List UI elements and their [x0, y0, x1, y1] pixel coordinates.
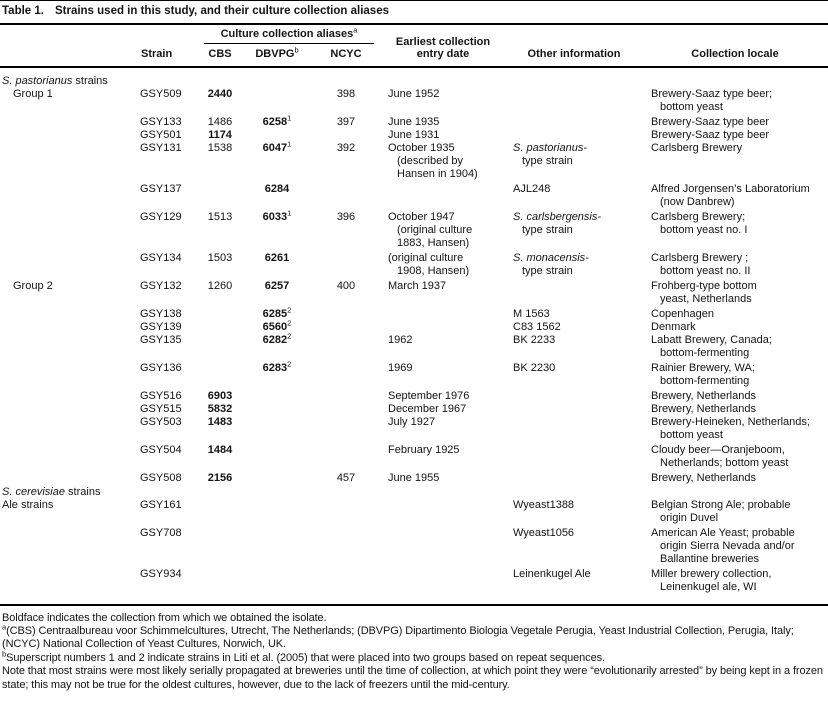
strain-cell: GSY508	[140, 471, 182, 484]
entry-date-cell	[380, 280, 506, 293]
group-cell	[0, 280, 138, 293]
aliases-subheaders	[198, 44, 380, 61]
cell-line: 1883, Hansen)	[397, 236, 470, 249]
strain-cell: GSY133	[140, 115, 182, 128]
cell-line: September 1976	[388, 389, 470, 402]
strain-cell: GSY139	[140, 320, 182, 333]
dbvpg-label: DBVPG	[255, 48, 295, 60]
entry-date-cell	[380, 129, 506, 142]
entry-date-cell	[380, 252, 506, 278]
col-header-collection-locale: Collection locale	[691, 48, 779, 60]
cell-line: (described by	[397, 154, 464, 167]
ncyc-cell: 400	[336, 279, 356, 292]
cell-line: Brewery, Netherlands	[651, 471, 756, 484]
collection-locale-cell	[642, 390, 828, 403]
collection-locale-cell	[642, 211, 828, 237]
cell-line: Brewery-Heineken, Netherlands;	[651, 415, 810, 428]
col-header-dbvpg	[242, 45, 312, 61]
cell-line: Wyeast1388	[513, 498, 575, 511]
dbvpg-cell: 6047$^1$	[262, 138, 292, 154]
dbvpg-cell: 6258$^1$	[262, 112, 292, 128]
other-information-cell	[506, 499, 642, 512]
collection-locale-cell	[642, 499, 828, 525]
cbs-cell: 1486	[207, 115, 233, 128]
entry-date-line2: entry date	[416, 48, 470, 60]
footnote: Boldface indicates the collection from which we obtained the isolate.	[2, 611, 327, 624]
cell-line: Carlsberg Brewery ;	[651, 251, 749, 264]
col-header-aliases	[198, 25, 380, 43]
cell-line: type strain	[522, 223, 573, 236]
dbvpg-cell: 6257	[264, 279, 290, 292]
cbs-cell: 1538	[207, 141, 233, 154]
cell-line: type strain	[522, 154, 573, 167]
footnote-marker: b	[2, 649, 7, 659]
cell-line: Wyeast1056	[513, 526, 575, 539]
dbvpg-cell: 6283$^2$	[262, 358, 292, 374]
cell-line: type strain	[522, 264, 573, 277]
other-information-cell	[506, 527, 642, 540]
cell-line: February 1925	[388, 443, 460, 456]
cell-line: (original culture	[397, 223, 473, 236]
cbs-cell: 2156	[207, 471, 233, 484]
cell-line: October 1935	[388, 141, 455, 154]
entry-date-cell	[380, 390, 506, 403]
cell-line: M 1563	[513, 307, 550, 320]
strain-cell: GSY509	[140, 87, 182, 100]
group-label: Group 1	[13, 87, 53, 100]
cell-line: Copenhagen	[651, 307, 715, 320]
collection-locale-cell	[642, 527, 828, 566]
cell-line: Cloudy beer—Oranjeboom,	[651, 443, 785, 456]
strain-cell: GSY137	[140, 182, 182, 195]
cbs-cell: 2440	[207, 87, 233, 100]
ncyc-cell: 457	[336, 471, 356, 484]
cell-line: 1962	[388, 333, 413, 346]
strain-cell: GSY132	[140, 279, 182, 292]
group-superscript: 1	[287, 207, 292, 217]
collection-locale-cell	[642, 321, 828, 334]
cell-line: yeast, Netherlands	[660, 292, 752, 305]
table-row	[0, 568, 828, 594]
table-caption	[0, 3, 828, 23]
species-name: S. cerevisiae	[2, 485, 65, 498]
strain-cell: GSY131	[140, 141, 182, 154]
cell-line: bottom-fermenting	[660, 374, 750, 387]
strain-cell: GSY161	[140, 498, 182, 511]
table-row	[0, 280, 828, 306]
cell-line: Alfred Jorgensen’s Laboratorium	[651, 182, 810, 195]
ncyc-cell: 392	[336, 141, 356, 154]
cell-line: bottom-fermenting	[660, 346, 750, 359]
cell-line: Brewery-Saaz type beer	[651, 128, 769, 141]
cell-line: Belgian Strong Ale; probable	[651, 498, 791, 511]
collection-locale-cell	[642, 142, 828, 155]
species-name: S. monacensis-	[513, 251, 589, 264]
cell-line: June 1952	[388, 87, 440, 100]
collection-locale-cell	[642, 308, 828, 321]
collection-locale-cell	[642, 568, 828, 594]
cell-line: June 1931	[388, 128, 440, 141]
cell-line: Hansen in 1904)	[397, 167, 478, 180]
cell-line: C83 1562	[513, 320, 561, 333]
footnote: Note that most strains were most likely serially propagated at breweries until the time of collection, at which point they were “evolutionarily arrested” by being kept in a frozen state; this may not be true for the oldest cultures, however, due to the lack of freezers until the mid-century.	[2, 665, 823, 691]
footnote: $^a$(CBS) Centraalbureau voor Schimmelcultures, Utrecht, The Netherlands; (DBVPG) Dipartimento Biologia Vegetale Perugia, Yeast Industrial Collection, Perugia, Italy; (NCYC) National Collection of Yeast Cultures, Norwich, UK.	[2, 622, 794, 651]
other-information-cell	[506, 142, 642, 168]
aliases-footnote-marker: a	[353, 25, 358, 35]
cell-line: (original culture	[388, 251, 464, 264]
footnotes	[0, 606, 828, 692]
cell-line: June 1935	[388, 115, 440, 128]
entry-date-cell	[380, 416, 506, 429]
dbvpg-footnote-marker: b	[294, 45, 299, 55]
collection-locale-cell	[642, 362, 828, 388]
table-row	[0, 304, 828, 321]
table-row	[0, 472, 828, 485]
cell-line: October 1947	[388, 210, 455, 223]
species-name: S. pastorianus-	[513, 141, 587, 154]
cell-line: BK 2233	[513, 333, 556, 346]
col-header-other-information: Other information	[527, 48, 621, 60]
table-row	[0, 499, 828, 525]
collection-locale-cell	[642, 252, 828, 278]
strain-cell: GSY516	[140, 389, 182, 402]
table-row	[0, 207, 828, 250]
ncyc-cell: 396	[336, 210, 356, 223]
entry-date-cell	[380, 472, 506, 485]
group-superscript: 2	[287, 317, 292, 327]
cbs-cell: 6903	[207, 389, 233, 402]
cell-line: 1908, Hansen)	[397, 264, 470, 277]
strain-cell: GSY501	[140, 128, 182, 141]
cell-line: (now Danbrew)	[660, 195, 735, 208]
table-row	[0, 527, 828, 566]
group-superscript: 2	[287, 330, 292, 340]
entry-date-line1: Earliest collection	[395, 35, 491, 48]
col-header-cbs: CBS	[208, 48, 232, 60]
strain-cell: GSY503	[140, 415, 182, 428]
footnote: $^b$Superscript numbers 1 and 2 indicate strains in Liti et al. (2005) that were placed into two groups based on repeat sequences.	[2, 649, 605, 664]
cell-line: American Ale Yeast; probable	[651, 526, 795, 539]
cell-line	[513, 142, 642, 155]
collection-locale-cell	[642, 183, 828, 209]
cell-line: AJL248	[513, 182, 551, 195]
collection-locale-cell	[642, 116, 828, 129]
cell-line: Carlsberg Brewery	[651, 141, 743, 154]
collection-locale-cell	[642, 129, 828, 142]
strain-cell: GSY136	[140, 361, 182, 374]
strain-cell: GSY134	[140, 251, 182, 264]
cell-line: origin Duvel	[660, 511, 719, 524]
cell-line: bottom yeast	[660, 428, 723, 441]
table-row	[0, 138, 828, 181]
entry-date-cell	[380, 116, 506, 129]
other-information-cell	[506, 362, 642, 375]
cbs-cell: 1513	[207, 210, 233, 223]
cell-line: Denmark	[651, 320, 696, 333]
cell-line: Brewery, Netherlands	[651, 402, 756, 415]
cell-line	[513, 252, 642, 265]
table-row	[0, 330, 828, 360]
other-information-cell	[506, 308, 642, 321]
species-name: S. carlsbergensis-	[513, 210, 602, 223]
collection-locale-cell	[642, 403, 828, 416]
col-header-entry-date	[380, 36, 506, 61]
aliases-header-group	[198, 25, 380, 61]
table-row	[0, 129, 828, 142]
table-row	[0, 252, 828, 278]
group-superscript: 1	[287, 112, 292, 122]
cell-line: bottom yeast no. I	[660, 223, 748, 236]
collection-locale-cell	[642, 416, 828, 442]
col-header-ncyc: NCYC	[330, 48, 362, 60]
cell-line: Carlsberg Brewery;	[651, 210, 746, 223]
cell-line: Leinenkugel ale, WI	[660, 580, 757, 593]
entry-date-cell	[380, 444, 506, 457]
table-row	[0, 317, 828, 334]
strain-cell: GSY138	[140, 307, 182, 320]
group-cell	[0, 499, 138, 512]
dbvpg-cell: 6033$^1$	[262, 207, 292, 223]
group-superscript: 2	[287, 358, 292, 368]
ncyc-cell: 398	[336, 87, 356, 100]
other-information-cell	[506, 252, 642, 278]
cell-line: bottom yeast no. II	[660, 264, 751, 277]
table-number: Table 1.	[2, 5, 44, 17]
cell-line: Frohberg-type bottom	[651, 279, 757, 292]
aliases-label: Culture collection aliases	[220, 28, 354, 40]
cell-line: December 1967	[388, 402, 467, 415]
group-cell	[0, 88, 138, 101]
other-information-cell	[506, 334, 642, 347]
cell-line: Miller brewery collection,	[651, 567, 772, 580]
collection-locale-cell	[642, 334, 828, 360]
cell-line: Ballantine breweries	[660, 552, 760, 565]
group-label: Ale strains	[2, 498, 54, 511]
table-row	[0, 403, 828, 416]
dbvpg-cell: 6560$^2$	[262, 317, 292, 333]
cell-line: March 1937	[388, 279, 447, 292]
cbs-cell: 1503	[207, 251, 233, 264]
cell-line: Netherlands; bottom yeast	[660, 456, 789, 469]
cbs-cell: 1174	[208, 128, 232, 141]
strain-cell: GSY515	[140, 402, 182, 415]
entry-date-cell	[380, 403, 506, 416]
cell-line: June 1955	[388, 471, 440, 484]
other-information-cell	[506, 211, 642, 237]
dbvpg-cell: 6284	[264, 182, 290, 195]
table-title: Strains used in this study, and their culture collection aliases	[54, 5, 389, 17]
cell-line: Brewery-Saaz type beer	[651, 115, 769, 128]
cell-line: Leinenkugel Ale	[513, 567, 591, 580]
group-superscript: 2	[287, 304, 292, 314]
table-row	[0, 88, 828, 114]
cell-line: July 1927	[388, 415, 436, 428]
entry-date-cell	[380, 211, 506, 250]
table-row	[0, 358, 828, 388]
dbvpg-cell: 6285$^2$	[262, 304, 292, 320]
cell-line: Rainier Brewery, WA;	[651, 361, 755, 374]
section-heading: S. pastorianus strains	[2, 74, 108, 87]
other-information-cell	[506, 183, 642, 196]
footnote-marker: a	[2, 622, 7, 632]
other-information-cell	[506, 568, 642, 581]
entry-date-cell	[380, 88, 506, 101]
cell-line: Brewery-Saaz type beer;	[651, 87, 773, 100]
table-row	[0, 112, 828, 129]
strain-cell: GSY504	[140, 443, 182, 456]
strain-cell: GSY708	[140, 526, 182, 539]
strain-cell: GSY129	[140, 210, 182, 223]
cell-line: BK 2230	[513, 361, 556, 374]
entry-date-cell	[380, 334, 506, 347]
ncyc-cell: 397	[336, 115, 356, 128]
dbvpg-cell: 6282$^2$	[262, 330, 292, 346]
table-body	[0, 68, 828, 604]
cbs-cell: 5832	[207, 402, 233, 415]
cbs-cell: 1483	[207, 415, 233, 428]
cbs-cell: 1260	[207, 279, 233, 292]
col-header-strain: Strain	[141, 48, 173, 60]
table-row	[0, 444, 828, 470]
cbs-cell: 1484	[207, 443, 233, 456]
cell-line: Brewery, Netherlands	[651, 389, 756, 402]
collection-locale-cell	[642, 280, 828, 306]
cell-line	[513, 211, 642, 224]
group-label: Group 2	[13, 279, 53, 292]
cell-line: Labatt Brewery, Canada;	[651, 333, 772, 346]
cell-line: bottom yeast	[660, 100, 723, 113]
table-row	[0, 390, 828, 403]
table-row	[0, 416, 828, 442]
other-information-cell	[506, 321, 642, 334]
collection-locale-cell	[642, 444, 828, 470]
collection-locale-cell	[642, 88, 828, 114]
collection-locale-cell	[642, 472, 828, 485]
cell-line: 1969	[388, 361, 413, 374]
strain-cell: GSY135	[140, 333, 182, 346]
species-name: S. pastorianus	[2, 74, 73, 87]
table-header	[0, 25, 828, 66]
strain-cell: GSY934	[140, 567, 182, 580]
dbvpg-cell: 6261	[264, 251, 290, 264]
section-heading: S. cerevisiae strains	[2, 485, 101, 498]
table-row	[0, 183, 828, 209]
entry-date-cell	[380, 362, 506, 375]
cell-line: origin Sierra Nevada and/or	[660, 539, 795, 552]
entry-date-cell	[380, 142, 506, 181]
group-superscript: 1	[287, 138, 292, 148]
